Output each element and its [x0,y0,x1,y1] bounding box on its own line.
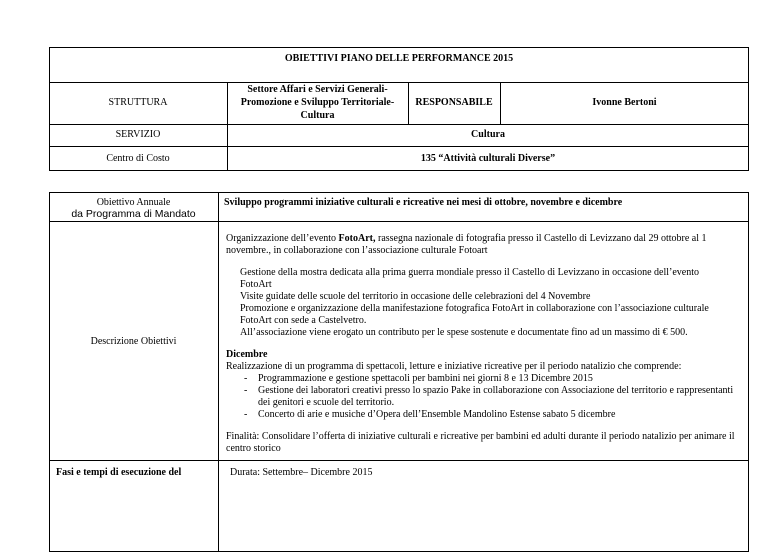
intro-line-1 [226,233,744,245]
bullet-mark: - [244,409,248,420]
intro-line-2: novembre., in collaborazione con l’associazione culturale Fotoart [226,245,488,256]
bullet-2 [244,385,733,397]
settore-line-1: Settore Affari e Servizi Generali- [247,84,388,95]
intro-rest: rassegna nazionale di fotografia presso il Castello di Levizzano dal 29 ottobre al 1 [375,233,707,244]
dicembre-heading: Dicembre [226,349,268,360]
bullet-mark: - [244,385,248,396]
header-row-divider-1 [49,82,749,83]
block1-line-1: Gestione della mostra dedicata alla prima guerra mondiale presso il Castello di Levizzano in occasione dell’evento [240,267,699,278]
obiettivo-label-line-1: Obiettivo Annuale [96,197,171,208]
bullet-1 [244,373,593,385]
settore-line-3: Cultura [300,110,335,121]
responsabile-name: Ivonne Bertoni [592,97,657,108]
settore-line-2: Promozione e Sviluppo Territoriale- [240,97,395,108]
block1-line-2: FotoArt [240,279,272,290]
struttura-label: STRUTTURA [108,97,168,108]
bullet-2-continuation: dei genitori e scuole del territorio. [258,397,395,408]
intro-bold: FotoArt, [338,233,376,244]
header-row-divider-3 [49,146,749,147]
finalita-line-1: Finalità: Consolidare l’offerta di iniziative culturali e ricreative per bambini ed adulti durante il periodo natalizio per animare il [226,431,735,442]
objectives-col-divider [218,192,219,552]
block1-line-3: Visite guidate delle scuole del territorio in occasione delle celebrazioni del 4 Novembre [240,291,591,302]
centro-di-costo-value: 135 “Attività culturali Diverse” [420,153,556,164]
dicembre-intro: Realizzazione di un programma di spettacoli, letture e iniziative ricreative per il periodo natalizio che comprende: [226,361,682,372]
fasi-label: Fasi e tempi di esecuzione del [56,467,182,478]
header-row-divider-2 [49,124,749,125]
bullet-3 [244,409,615,421]
servizio-value: Cultura [471,129,505,140]
block1-line-4: Promozione e organizzazione della manifestazione fotografica FotoArt in collaborazione con l’associazione culturale [240,303,709,314]
obiettivo-value: Sviluppo programmi iniziative culturali e ricreative nei mesi di ottobre, novembre e dicembre [224,197,623,208]
responsabile-label: RESPONSABILE [415,97,493,108]
bullet-1-text: Programmazione e gestione spettacoli per bambini nei giorni 8 e 13 Dicembre 2015 [258,373,593,384]
centro-di-costo-label: Centro di Costo [106,153,170,164]
descrizione-label: Descrizione Obiettivi [90,336,177,347]
block1-line-6: All’associazione viene erogato un contributo per le spese sostenute e documentate fino ad un massimo di € 500. [240,327,688,338]
intro-pre: Organizzazione dell’evento [226,233,339,244]
fasi-value: Durata: Settembre– Dicembre 2015 [230,467,373,478]
finalita-line-2: centro storico [226,443,281,454]
obiettivo-label-line-2: da Programma di Mandato [71,208,196,220]
servizio-label: SERVIZIO [115,129,161,140]
bullet-3-text: Concerto di arie e musiche d’Opera dell’Ensemble Mandolino Estense sabato 5 dicembre [258,409,616,420]
bullet-mark: - [244,373,248,384]
objectives-row-divider-2 [49,460,749,461]
page-title: OBIETTIVI PIANO DELLE PERFORMANCE 2015 [284,53,514,64]
bullet-2-text: Gestione dei laboratori creativi presso lo spazio Pake in collaborazione con Associazione del territorio e rappresentanti [258,385,734,396]
block1-line-5: FotoArt con sede a Castelvetro. [240,315,367,326]
objectives-row-divider-1 [49,221,749,222]
